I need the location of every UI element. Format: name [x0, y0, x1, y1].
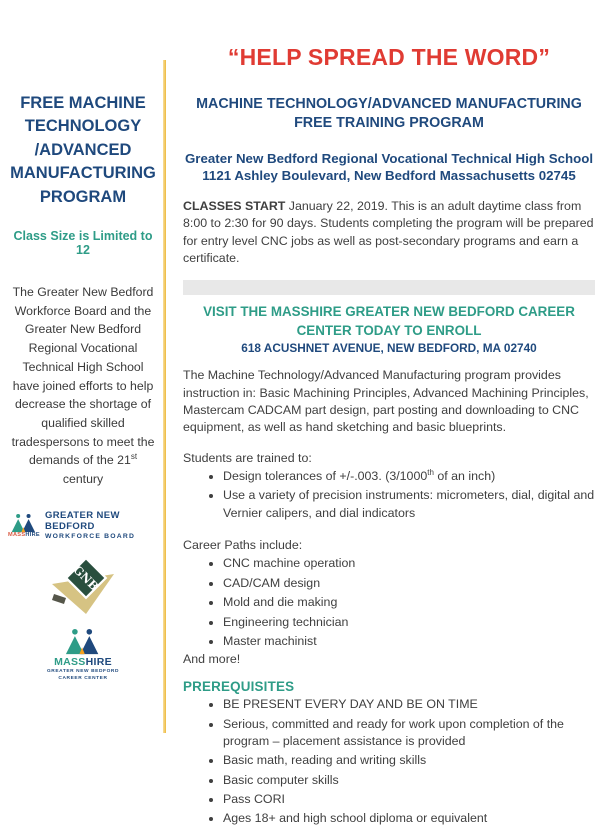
students-trained-intro: Students are trained to: [183, 450, 312, 465]
school-address [183, 150, 595, 185]
list-item: • Engineering technician [223, 614, 595, 631]
spacer [183, 524, 595, 537]
sidebar-paragraph-superscript: st [130, 452, 138, 462]
list-item: • Basic math, reading and writing skills [223, 752, 595, 769]
masshire-wordmark-mass: MASS [54, 656, 86, 669]
career-paths-list [183, 555, 595, 650]
sidebar [8, 92, 158, 682]
list-item: • Serious, committed and ready for work upon completion of the program – placement assistance is provided [223, 716, 595, 751]
sidebar-program-title: FREE MACHINE TECHNOLOGY /ADVANCED MANUFACTURING PROGRAM [10, 94, 156, 206]
masshire-workforce-board-logo [8, 511, 158, 541]
and-more-text: And more! [183, 652, 241, 667]
workforce-board-logo-text [45, 511, 158, 541]
list-item: • CAD/CAM design [223, 575, 595, 592]
students-bullet1-text-end: of an inch) [433, 469, 496, 484]
program-heading-line2: FREE TRAINING PROGRAM [294, 114, 484, 131]
list-item: • Ages 18+ and high school diploma or equivalent [223, 810, 595, 827]
main-content [183, 44, 595, 830]
masshire-logo-icon [8, 513, 40, 539]
classes-start-text: January 22, 2019. This is an adult daytime class from 8:00 to 2:30 for 90 days. Students completing the program will be prepared for entry level CNC jobs as well as post-secondary programs and earn a certificate. [183, 198, 594, 265]
spacer [183, 666, 595, 679]
gnb-logo-icon [46, 554, 120, 620]
students-bullet1-text: Design tolerances of +/-.003. (3/1000 [223, 469, 428, 484]
class-size-note: Class Size is Limited to 12 [13, 229, 153, 258]
masshire-wordmark-hire: HIRE [85, 656, 112, 669]
masshire-wordmark-hire: HIRE [25, 531, 40, 538]
masshire-wordmark-mass: MASS [8, 531, 26, 538]
list-item: • Pass CORI [223, 791, 595, 808]
sidebar-paragraph [8, 283, 158, 489]
program-description: The Machine Technology/Advanced Manufacturing program provides instruction in: Basic Machining Principles, Advanced Machining Principles, Mastercam CADCAM part design, part posting and downloading to CNC equipment, as well as hand sketching and basic blueprints. [183, 368, 589, 435]
enroll-address: 618 ACUSHNET AVENUE, NEW BEDFORD, MA 02740 [241, 341, 537, 356]
page-title: “HELP SPREAD THE WORD” [227, 44, 551, 70]
visit-enroll-heading: VISIT THE MASSHIRE GREATER NEW BEDFORD CAREER CENTER TODAY TO ENROLL [203, 304, 575, 338]
students-trained-list [183, 468, 595, 522]
career-center-line1: GREATER NEW BEDFORD [46, 668, 120, 674]
workforce-board-line1: GREATER NEW BEDFORD [44, 509, 120, 532]
list-item: • CNC machine operation [223, 555, 595, 572]
students-bullet1-superscript: th [427, 467, 434, 477]
list-item: • Use a variety of precision instruments: micrometers, dial, digital and Vernier calipers, and dial indicators [223, 487, 595, 522]
gray-divider-bar [183, 280, 595, 295]
masshire-career-center-logo [47, 628, 119, 682]
workforce-board-line2: WORKFORCE BOARD [44, 532, 136, 540]
list-item [223, 468, 595, 485]
gold-divider-line [163, 60, 166, 733]
masshire-logo-icon [65, 628, 101, 655]
gnb-logo-label: GNB [70, 562, 102, 594]
classes-start-paragraph [183, 198, 595, 267]
sidebar-paragraph-text: The Greater New Bedford Workforce Board and the Greater New Bedford Regional Vocational Technical High School have joined efforts to help decrease the shortage of qualified skilled tradespersons to meet the demands of the 21 [11, 285, 155, 468]
prerequisites-heading: PREREQUISITES [183, 679, 295, 695]
program-heading [183, 95, 595, 133]
list-item: • Master machinist [223, 633, 595, 650]
list-item: • BE PRESENT EVERY DAY AND BE ON TIME [223, 696, 595, 713]
masshire-wordmark [8, 533, 40, 539]
masshire-wordmark [54, 657, 112, 668]
sidebar-paragraph-text-end: century [62, 471, 104, 486]
school-name: Greater New Bedford Regional Vocational Technical High School [184, 150, 594, 166]
program-heading-line1: MACHINE TECHNOLOGY/ADVANCED MANUFACTURING [196, 96, 582, 112]
list-item: • Basic computer skills [223, 772, 595, 789]
classes-start-label: CLASSES START [183, 198, 286, 213]
prerequisites-list [183, 696, 595, 828]
sidebar-logos [8, 509, 158, 683]
school-street: 1121 Ashley Boulevard, New Bedford Massachusetts 02745 [202, 168, 576, 184]
list-item: • Mold and die making [223, 594, 595, 611]
career-center-line2: CAREER CENTER [58, 676, 108, 682]
career-paths-intro: Career Paths include: [183, 538, 303, 553]
